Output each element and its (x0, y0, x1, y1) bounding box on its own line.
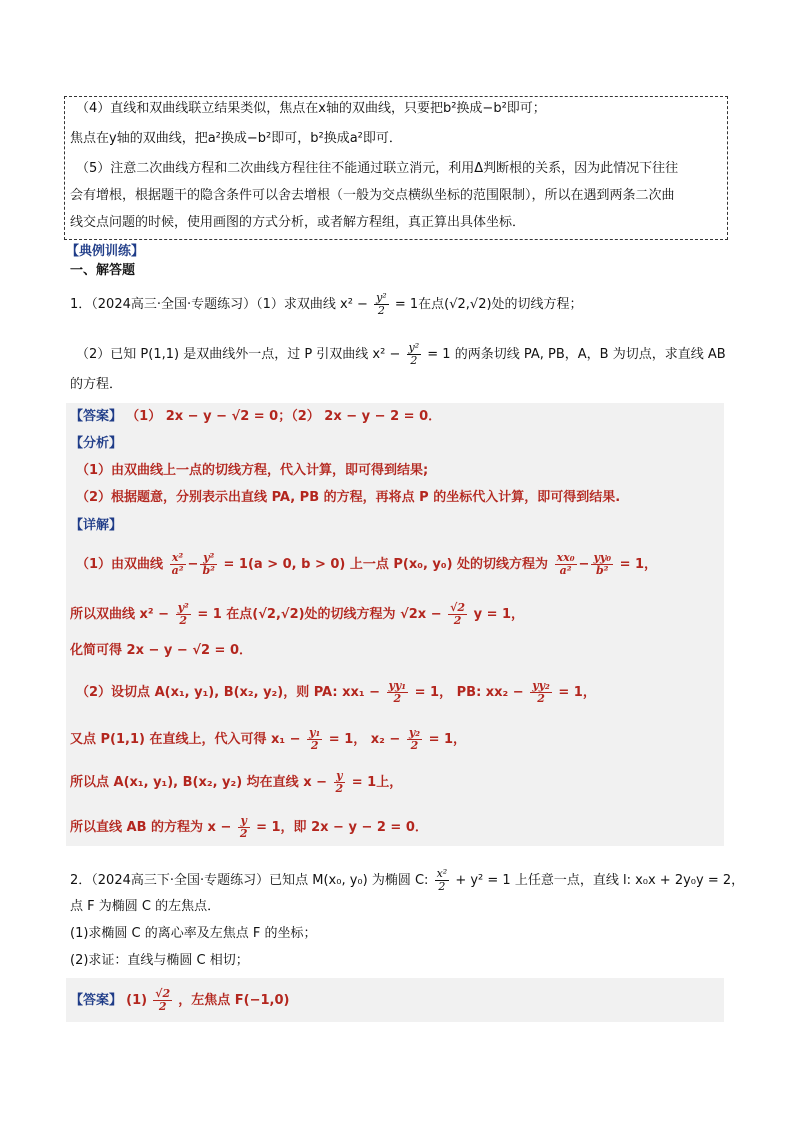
detail-4c: = 1， (558, 685, 596, 700)
q2-text-a: 2．（2024高三下·全国·专题练习）已知点 M(x₀, y₀) 为椭圆 C: (70, 873, 429, 888)
detail-tag: 【详解】 (70, 518, 123, 533)
frac-y2-2: $\frac{\text{y²}}{2}$ (177, 601, 189, 627)
analysis-1: （1）由双曲线上一点的切线方程，代入计算，即可得到结果; (76, 463, 429, 478)
detail-7 (70, 815, 428, 840)
section-part: 一、解答题 (70, 263, 136, 278)
note-line-5c: 线交点问题的时候，使用画图的方式分析，或者解方程组，真正算出具体坐标． (70, 215, 526, 230)
answer-tag: 【答案】 (70, 409, 123, 424)
detail-4a: （2）设切点 A(x₁, y₁), B(x₂, y₂)，则 PA: xx₁ − (76, 685, 380, 700)
q1-line-2 (76, 342, 726, 367)
detail-6 (70, 770, 402, 795)
detail-1: （1）由双曲线 $\frac{\text{x²}}{\text{a²}}$ − $\frac{\text{y²}}{\text{b²}}$ = 1(a > 0, b > 0) 上一点 P(x₀, y₀) 处的切线方程为 $\frac{\text{xx₀}}{\text{a²}}$ − $\frac{\text{yy₀}}{\text{b²}}$ = 1， (76, 551, 658, 577)
detail-6a: 所以点 A(x₁, y₁), B(x₂, y₂) 均在直线 x − (70, 775, 328, 790)
frac-yy2-2: $\frac{\text{yy₂}}{2}$ (532, 679, 550, 705)
note-line-5b: 会有增根，根据题干的隐含条件可以舍去增根（一般为交点横纵坐标的范围限制），所以在遇到两条二次曲 (70, 188, 675, 203)
q1-text-2b: = 1 的两条切线 PA, PB，A，B 为切点，求直线 AB (427, 347, 726, 362)
q1-fraction: $\frac{\text{y²}}{2}$ (376, 291, 387, 317)
detail-5b: = 1， x₂ − (328, 732, 401, 747)
note-line-5: （5）注意二次曲线方程和二次曲线方程往往不能通过联立消元，利用Δ判断根的关系，因为此情况下往往 (76, 161, 679, 176)
frac-y-2b: $\frac{y}{2}$ (239, 814, 248, 840)
detail-2a: 所以双曲线 x² − (70, 607, 170, 622)
detail-5 (70, 727, 466, 752)
frac-y2-b2: $\frac{\text{y²}}{\text{b²}}$ (202, 551, 215, 577)
detail-7a: 所以直线 AB 的方程为 x − (70, 820, 232, 835)
answer-text: （1） 2x − y − √2 = 0；（2） 2x − y − 2 = 0． (126, 409, 442, 424)
frac-yy0-b2: $\frac{\text{yy₀}}{\text{b²}}$ (593, 551, 612, 577)
detail-5a: 又点 P(1,1) 在直线上，代入可得 x₁ − (70, 732, 301, 747)
section-heading: 【典例训练】 (66, 244, 145, 259)
q2-line-2: 点 F 为椭圆 C 的左焦点． (70, 899, 221, 914)
q2-line-3: (1)求椭圆 C 的离心率及左焦点 F 的坐标； (70, 926, 317, 941)
detail-4 (76, 680, 596, 705)
detail-1a: （1）由双曲线 (76, 557, 164, 572)
q1-line-1 (70, 292, 583, 317)
detail-3: 化简可得 2x − y − √2 = 0． (70, 643, 253, 658)
frac-sqrt2-2: $\frac{√2}{2}$ (450, 601, 466, 627)
detail-1b: = 1(a > 0, b > 0) 上一点 P(x₀, y₀) 处的切线方程为 (223, 557, 549, 572)
frac-x2-2: $\frac{\text{x²}}{2}$ (436, 867, 448, 893)
detail-5c: = 1， (428, 732, 467, 747)
q1-line-3: 的方程． (70, 377, 123, 392)
q2-line-4: (2)求证：直线与椭圆 C 相切； (70, 953, 249, 968)
detail-7b: = 1，即 2x − y − 2 = 0． (256, 820, 428, 835)
detail-1c: = 1， (619, 557, 658, 572)
note-line-4b: 焦点在y轴的双曲线，把a²换成−b²即可，b²换成a²即可． (70, 131, 402, 146)
detail-2 (70, 602, 524, 627)
analysis-2: （2）根据题意，分别表示出直线 PA, PB 的方程，再将点 P 的坐标代入计算，即可得到结果. (76, 490, 621, 505)
frac-sqrt2-2-ans: $\frac{√2}{2}$ (155, 987, 171, 1013)
detail-6b: = 1上， (351, 775, 403, 790)
q1-text-b: = 1在点(√2,√2)处的切线方程； (394, 297, 583, 312)
frac-y2-2b: $\frac{\text{y₂}}{2}$ (408, 726, 421, 752)
detail-4b: = 1， PB: xx₂ − (414, 685, 524, 700)
q1-fraction-2: $\frac{\text{y²}}{2}$ (408, 341, 420, 367)
note-line-4: （4）直线和双曲线联立结果类似，焦点在x轴的双曲线，只要把b²换成−b²即可； (76, 101, 546, 116)
analysis-tag: 【分析】 (70, 436, 123, 451)
q2-text-b: + y² = 1 上任意一点，直线 l: x₀x + 2y₀y = 2， (455, 873, 745, 888)
a1-answer (70, 408, 441, 426)
q1-text-2a: （2）已知 P(1,1) 是双曲线外一点，过 P 引双曲线 x² − (76, 347, 401, 362)
q2-answer-b: ，左焦点 F(−1,0) (178, 993, 290, 1008)
detail-2c: y = 1， (473, 607, 525, 622)
frac-xx0-a2: $\frac{\text{xx₀}}{\text{a²}}$ (556, 551, 575, 577)
q2-answer-tag: 【答案】 (70, 993, 123, 1008)
frac-x2-a2: $\frac{\text{x²}}{\text{a²}}$ (171, 551, 184, 577)
detail-2b: = 1 在点(√2,√2)处的切线方程为 √2x − (197, 607, 442, 622)
frac-y1-2: $\frac{\text{y₁}}{2}$ (309, 726, 321, 752)
frac-y-2: $\frac{y}{2}$ (335, 769, 344, 795)
q2-line-1 (70, 868, 744, 893)
q2-answer (70, 988, 289, 1013)
q1-text-a: 1．（2024高三·全国·专题练习）（1）求双曲线 x² − (70, 297, 368, 312)
q2-answer-a: (1) (126, 993, 148, 1008)
frac-yy1-2: $\frac{\text{yy₁}}{2}$ (388, 679, 407, 705)
